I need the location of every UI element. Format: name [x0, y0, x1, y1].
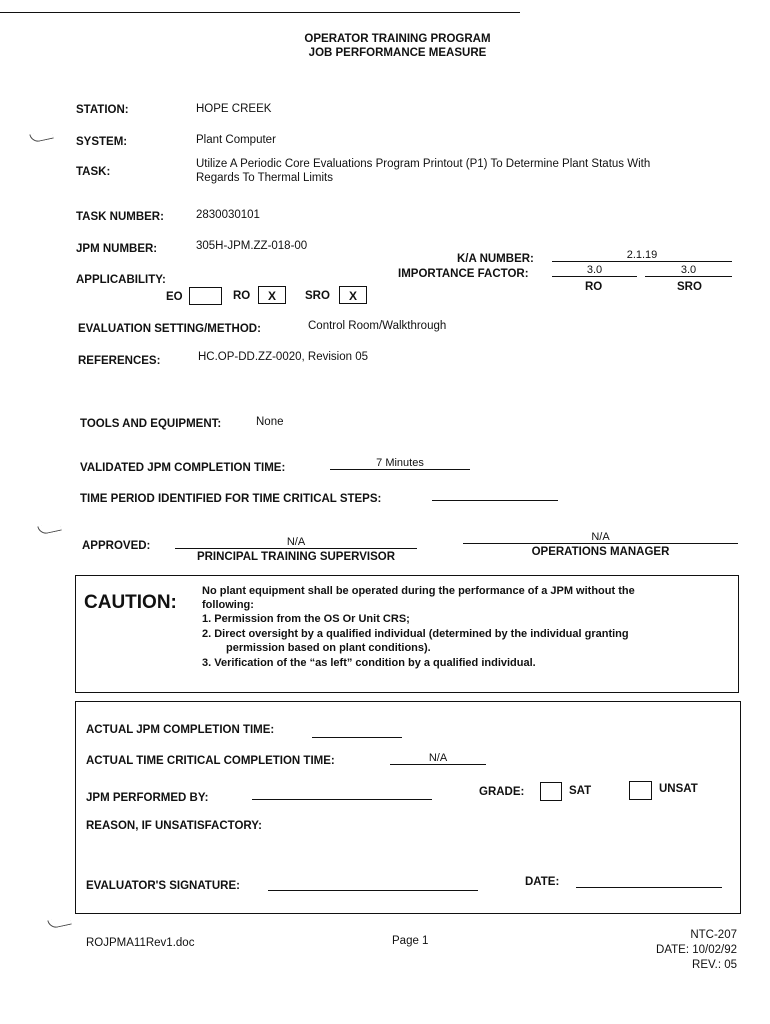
footer-filename: ROJPMA11Rev1.doc	[86, 937, 195, 949]
importance-ro-value: 3.0	[552, 264, 637, 277]
manager-signature-line: N/A	[463, 531, 738, 544]
sro-label: SRO	[305, 290, 330, 302]
binder-hole-mark	[47, 916, 71, 930]
task-label: TASK:	[76, 166, 111, 178]
footer-form-id: NTC-207	[690, 929, 737, 941]
footer-form-date: DATE: 10/02/92	[656, 944, 737, 956]
applicability-label: APPLICABILITY:	[76, 274, 166, 286]
time-period-value[interactable]	[432, 487, 558, 501]
reason-label: REASON, IF UNSATISFACTORY:	[86, 820, 262, 832]
eo-checkbox[interactable]	[189, 287, 222, 305]
performed-by-label: JPM PERFORMED BY:	[86, 792, 209, 804]
footer-form-rev: REV.: 05	[692, 959, 737, 971]
supervisor-signature-line: N/A	[175, 536, 417, 549]
references-value: HC.OP-DD.ZZ-0020, Revision 05	[198, 351, 368, 363]
importance-sro-value: 3.0	[645, 264, 732, 277]
top-rule	[0, 12, 520, 13]
date-field[interactable]	[576, 874, 722, 888]
importance-ro-caption: RO	[585, 281, 603, 293]
jpm-number-value: 305H-JPM.ZZ-018-00	[196, 240, 308, 252]
caution-item-2: 2. Direct oversight by a qualified individual (determined by the individual granting	[202, 628, 629, 640]
task-value: Utilize A Periodic Core Evaluations Program Printout (P1) To Determine Plant Status With	[196, 158, 651, 170]
actual-time-field[interactable]	[312, 725, 402, 738]
caution-text: No plant equipment shall be operated during the performance of a JPM without the	[202, 585, 635, 597]
sat-checkbox[interactable]	[540, 782, 562, 801]
date-label: DATE:	[525, 876, 560, 888]
ka-number-label: K/A NUMBER:	[457, 253, 534, 265]
validated-time-value: 7 Minutes	[330, 457, 470, 470]
signature-field[interactable]	[268, 877, 478, 891]
performed-by-field[interactable]	[252, 786, 432, 800]
supervisor-caption: PRINCIPAL TRAINING SUPERVISOR	[196, 551, 396, 563]
tools-label: TOOLS AND EQUIPMENT:	[80, 418, 222, 430]
binder-hole-mark	[29, 130, 53, 144]
task-number-value: 2830030101	[196, 209, 260, 221]
evaluation-value: Control Room/Walkthrough	[308, 320, 447, 332]
task-number-label: TASK NUMBER:	[76, 211, 164, 223]
system-label: SYSTEM:	[76, 136, 128, 148]
ro-label: RO	[233, 290, 251, 302]
sat-label: SAT	[569, 785, 592, 797]
actual-time-label: ACTUAL JPM COMPLETION TIME:	[86, 724, 275, 736]
importance-label: IMPORTANCE FACTOR:	[398, 268, 529, 280]
signature-label: EVALUATOR'S SIGNATURE:	[86, 880, 240, 892]
caution-item-3: 3. Verification of the “as left” condition by a qualified individual.	[202, 657, 536, 669]
ka-number-value: 2.1.19	[552, 249, 732, 262]
caution-item-2-cont: permission based on plant conditions).	[226, 642, 431, 654]
grade-label: GRADE:	[479, 786, 525, 798]
footer-page: Page 1	[392, 935, 429, 947]
critical-time-field[interactable]: N/A	[390, 752, 486, 765]
evaluation-label: EVALUATION SETTING/METHOD:	[78, 323, 261, 335]
station-value: HOPE CREEK	[196, 103, 272, 115]
importance-sro-caption: SRO	[677, 281, 702, 293]
results-box	[75, 701, 741, 914]
header-title: OPERATOR TRAINING PROGRAM	[304, 33, 491, 45]
system-value: Plant Computer	[196, 134, 276, 146]
caution-item-1: 1. Permission from the OS Or Unit CRS;	[202, 613, 410, 625]
sro-checkbox[interactable]: X	[339, 286, 367, 304]
ro-checkbox[interactable]: X	[258, 286, 286, 304]
binder-hole-mark	[37, 522, 61, 536]
critical-time-label: ACTUAL TIME CRITICAL COMPLETION TIME:	[86, 755, 335, 767]
caution-box	[75, 575, 739, 693]
caution-title: CAUTION:	[84, 592, 177, 613]
unsat-checkbox[interactable]	[629, 781, 652, 800]
station-label: STATION:	[76, 104, 129, 116]
eo-label: EO	[166, 291, 183, 303]
unsat-label: UNSAT	[659, 783, 698, 795]
caution-text-cont: following:	[202, 599, 254, 611]
time-period-label: TIME PERIOD IDENTIFIED FOR TIME CRITICAL STEPS:	[80, 493, 382, 505]
validated-time-label: VALIDATED JPM COMPLETION TIME:	[80, 462, 286, 474]
references-label: REFERENCES:	[78, 355, 161, 367]
jpm-number-label: JPM NUMBER:	[76, 243, 158, 255]
manager-caption: OPERATIONS MANAGER	[531, 546, 670, 558]
task-value-cont: Regards To Thermal Limits	[196, 172, 333, 184]
tools-value: None	[256, 416, 284, 428]
header-subtitle: JOB PERFORMANCE MEASURE	[308, 47, 487, 59]
approved-label: APPROVED:	[82, 540, 151, 552]
